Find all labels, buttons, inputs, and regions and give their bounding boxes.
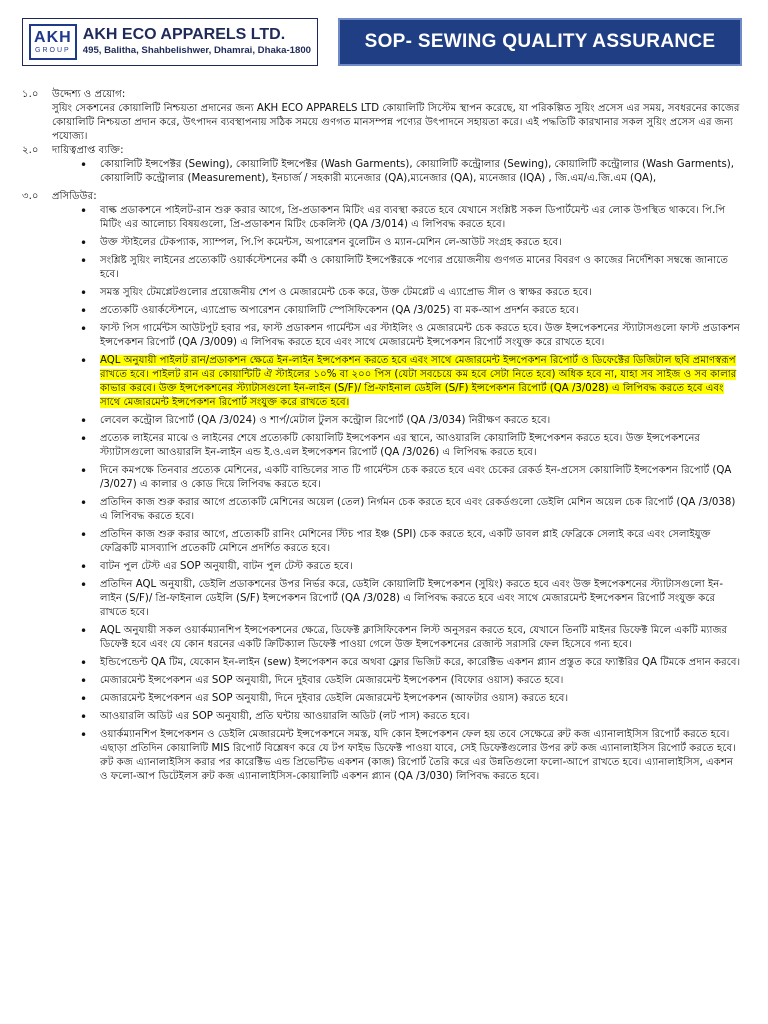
list-item: • মেজারমেন্ট ইন্সপেকশন এর SOP অনুযায়ী, দিনে দুইবার ডেইলি মেজারমেন্ট ইন্সপেকশন (বিফোর ওয়াস) করতে হবে।: [100, 674, 742, 688]
section-1-heading: [22, 88, 742, 102]
section-title: উদ্দেশ্য ও প্রয়োগ:: [52, 89, 126, 100]
list-item: • প্রত্যেক লাইনের মাঝে ও লাইনের শেষে প্রত্যেকটি কোয়ালিটি ইন্সপেকশন এর স্থানে, আওয়ারলি কোয়ালিটি ইন্সপেকশন করতে হবে। উক্ত ইন্সপেকশনের স্ট্যাটাসগুলো আওয়ারলি ইন-লাইন এন্ড ই.ও.এল ইন্সপেকশন রিপোর্ট (QA /3/026) এ লিপিবদ্ধ করতে হবে।: [100, 432, 742, 460]
list-item-highlighted: [100, 354, 742, 410]
section-title: প্রসিডিউর:: [52, 191, 97, 202]
list-item: • প্রতিদিন AQL অনুযায়ী, ডেইলি প্রডাকশনের উপর নির্ভর করে, ডেইলি কোয়ালিটি ইন্সপেকশন (সুয়িং) করতে হবে এবং উক্ত ইন্সপেকশনের স্ট্যাটাসগুলো ইন-লাইন (S/F)/ প্রি-ফাইনাল ডেইলি (S/F) ইন্সপেকশন রিপোর্ট (QA /3/028) এ লিপিবদ্ধ করতে হবে এবং সাথে মেজারমেন্ট ইন্সপেকশন রিপোর্ট সংযুক্ত করে রাখতে হবে।: [100, 578, 742, 620]
list-item: • উক্ত স্টাইলের টেকপ্যাক, স্যাম্পল, পি.পি কমেন্টস, অপারেশন বুলেটিন ও ম্যান-মেশিন লে-আউট সংগ্রহ করতে হবে।: [100, 236, 742, 250]
highlighted-text: AQL অনুযায়ী পাইলট রান/প্রডাকশন ক্ষেত্রে ইন-লাইন ইন্সপেকশন করতে হবে এবং সাথে মেজারমেন্ট ইন্সপেকশন রিপোর্ট ও ডিফেক্টের ডিজিটাল ছবি প্রমাণস্বরূপ রাখতে হবে। পাইলট রান এর কোয়ান্টিটি ঐ স্টাইলের ১০% বা ২০০ পিস (যেটা সবচেয়ে কম হবে সেটা নিতে হবে) অধিক হবে না, যাহা সব সাইজ ও সব কালার কাভার করবে। উক্ত ইন্সপেকশনের স্ট্যাটাসগুলো ইন-লাইন (S/F)/ প্রি-ফাইনাল ডেইলি (S/F) ইন্সপেকশন রিপোর্ট (QA /3/028) এ লিপিবদ্ধ করতে হবে এবং সাথে মেজারমেন্ট ইন্সপেকশন রিপোর্ট সংযুক্ত করে রাখতে হবে।: [100, 355, 737, 408]
list-item: • কোয়ালিটি ইন্সপেক্টর (Sewing), কোয়ালিটি ইন্সপেক্টর (Wash Garments), কোয়ালিটি কন্ট্রোলার (Sewing), কোয়ালিটি কন্ট্রোলার (Wash Garments), কোয়ালিটি কন্ট্রোলার (Measurement), ইনচার্জ / সহকারী ম্যনেজার (QA),ম্যনেজার (QA), ম্যনেজার (IQA) , জি.এম/এ.জি.এম (QA),: [100, 158, 742, 186]
list-item: • সংশ্লিষ্ট সুয়িং লাইনের প্রত্যেকটি ওয়ার্কস্টেশনের কর্মী ও কোয়ালিটি ইন্সপেক্টরকে পণ্যের প্রয়োজনীয় গুণগত মানের বিবরণ ও কাজের নির্দেশিকা সম্বন্ধে জানাতে হবে।: [100, 254, 742, 282]
list-item: • সমস্ত সুয়িং টেমপ্লেটগুলোর প্রয়োজনীয় শেপ ও মেজারমেন্ট চেক করে, উক্ত টেমপ্লেট এ এ্যাপ্রোভ সীল ও স্বাক্ষর করতে হবে।: [100, 286, 742, 300]
list-item: • AQL অনুযায়ী সকল ওয়ার্কম্যানশিপ ইন্সপেকশনের ক্ষেত্রে, ডিফেক্ট ক্লাসিফিকেশন লিস্ট অনুসরন করতে হবে, যেখানে তিনটি মাইনর ডিফেক্ট মিলে একটি ম্যাজর ডিফেক্ট হবে এবং যে কোন ধরনের একটি ক্রিটিক্যাল ডিফেক্ট পাওয়া গেলে উক্ত ইন্সপেকশনের রেজাল্ট সরাসরি ফেল হিসেবে গন্য হবে।: [100, 624, 742, 652]
document-header: [22, 18, 742, 66]
list-item: • ওয়ার্কম্যানশিপ ইন্সপেকশন ও ডেইলি মেজারমেন্ট ইন্সপেকশনে সমস্ত, যদি কোন ইন্সপেকশন ফেল হয় তবে সেক্ষেত্রে রুট কজ এ্যানালাইসিস রিপোর্ট করতে হবে। এছাড়া প্রতিদিন কোয়ালিটি MIS রিপোর্ট বিশ্লেষণ করে যে টপ ফাইভ ডিফেক্ট পাওয়া যাবে, সেই ডিফেক্টগুলোর উপর রুট কজ এ্যানালাইসিস রিপোর্ট করতে হবে। রুট কজ এ্যানালাইসিস করার পর কারেক্টিভ এন্ড প্রিভেন্টিভ একশন (কাজ) রিপোর্ট তৈরি করে এর উন্নতিগুলো ফলো-আপে রাখতে হবে। এ্যানালাইসিস, একশন ও ফলো-আপ ডিটেইলস রুট কজ এ্যানালাইসিস-কোয়ালিটি একশন প্ল্যান (QA /3/030) লিপিবদ্ধ করতে হবে।: [100, 728, 742, 784]
list-item: • আওয়ারলি অডিট এর SOP অনুযায়ী, প্রতি ঘন্টায় আওয়ারলি অডিট (লট পাস) করতে হবে।: [100, 710, 742, 724]
logo-subtext: GROUP: [35, 46, 71, 54]
company-block: [22, 18, 318, 66]
list-item: • প্রতিদিন কাজ শুরু করার আগে, প্রত্যেকটি রানিং মেশিনের স্টিচ পার ইঞ্চ (SPI) চেক করতে হবে, একটি ডাবল প্লাই ফেব্রিকে সেলাই করে এবং সেলাইযুক্ত ফেব্রিকটি মাসব্যাপি প্রতেকটি মেশিনে প্রদর্শিত করতে হবে।: [100, 528, 742, 556]
section-number: ১.০: [22, 89, 39, 100]
document-body: [22, 88, 742, 784]
list-item: • ফাস্ট পিস গার্মেন্টস আউটপুট হবার পর, ফাস্ট প্রডাকশন গার্মেন্টস এর স্টাইলিং ও মেজারমেন্ট চেক করতে হবে। উক্ত ইন্সপেকশনের স্ট্যাটাসগুলো ফাস্ট প্রডাকশন ইন্সপেকশন রিপোর্ট (QA /3/009) এ লিপিবদ্ধ করতে হবে এবং সাথে মেজারমেন্ট ইন্সপেকশন রিপোর্ট সংযুক্ত করে রাখতে হবে।: [100, 322, 742, 350]
list-item: • দিনে কমপক্ষে তিনবার প্রত্যেক মেশিনের, একটি বান্ডিলের সাত টি গার্মেন্টস চেক করতে হবে এবং চেকের রেকর্ড ইন-প্রসেস কোয়ালিটি ইন্সপেকশন রিপোর্ট (QA /3/027) এ কালার ও কোড দিয়ে লিপিবদ্ধ করতে হবে।: [100, 464, 742, 492]
section-number: ২.০: [22, 145, 39, 156]
section-1-text: সুয়িং সেকশনের কোয়ালিটি নিশ্চয়তা প্রদানের জন্য AKH ECO APPARELS LTD কোয়ালিটি সিস্টেম স্থাপন করেছে, যা পরিকল্পিত সুয়িং প্রসেস এর সময়, সবধরনের কাজের কোয়ালিটি নিশ্চয়তা প্রদান করে, উৎপাদন ব্যবস্থাপনায় সঠিক সময়ে গুণগত মানসম্পন্ন পণ্যের উৎপাদনে সহায়তা করে। এই পদ্ধতিটি কারখানার সকল সুয়িং প্রসেস এর জন্য পযোজ্য।: [52, 103, 740, 142]
company-address: 495, Balitha, Shahbelishwer, Dhamrai, Dhaka-1800: [82, 45, 311, 56]
company-logo: [29, 24, 77, 60]
list-item: • প্রতিদিন কাজ শুরু করার আগে প্রত্যেকটি মেশিনের অয়েল (তেল) নির্গমন চেক করতে হবে এবং রেকর্ডগুলো ডেইলি মেশিন অয়েল চেক রিপোর্ট (QA /3/038) এ লিপিবদ্ধ করতে হবে।: [100, 496, 742, 524]
section-2-list: [22, 158, 742, 186]
document-title: SOP- SEWING QUALITY ASSURANCE: [364, 31, 716, 52]
list-item: • লেবেল কন্ট্রোল রিপোর্ট (QA /3/024) ও শার্প/মেটাল টুলস কন্ট্রোল রিপোর্ট (QA /3/034) নিরীক্ষণ করতে হবে।: [100, 414, 742, 428]
list-item: • বাটন পুল টেস্ট এর SOP অনুযায়ী, বাটন পুল টেস্ট করতে হবে।: [100, 560, 742, 574]
section-3-list: [22, 204, 742, 784]
section-2-heading: [22, 144, 742, 158]
logo-text: AKH: [34, 28, 72, 46]
list-item: • মেজারমেন্ট ইন্সপেকশন এর SOP অনুযায়ী, দিনে দুইবার ডেইলি মেজারমেন্ট ইন্সপেকশন (আফটার ওয়াস) করতে হবে।: [100, 692, 742, 706]
list-item: • বাল্ক প্রডাকশনে পাইলট-রান শুরু করার আগে, প্রি-প্রডাকশন মিটিং এর ব্যবস্থা করতে হবে যেখানে সংশ্লিষ্ট সকল ডিপার্টমেন্ট এর লোক উপস্থিত থাকবে। পি.পি মিটিং এর আলোচ্য বিষয়গুলো, প্রি-প্রডাকশন মিটিং চেকলিস্ট (QA /3/014) এ লিপিবদ্ধ করতে হবে।: [100, 204, 742, 232]
company-name: AKH ECO APPARELS LTD.: [82, 26, 286, 43]
section-number: ৩.০: [22, 191, 39, 202]
list-item: • প্রত্যেকটি ওয়ার্কস্টেশনে, এ্যাপ্রোভ অপারেশন কোয়ালিটি স্পেসিফিকেশন (QA /3/025) বা মক-আপ প্রদর্শন করতে হবে।: [100, 304, 742, 318]
company-info: [83, 26, 311, 58]
section-title: দায়িত্বপ্রাপ্ত ব্যক্তি:: [52, 145, 124, 156]
section-3-heading: [22, 190, 742, 204]
list-item: • ইন্ডিপেন্ডেন্ট QA টিম, যেকোন ইন-লাইন (sew) ইন্সপেকশন করে অথবা ফ্লোর ভিজিট করে, কারেক্টিভ একশন প্ল্যান প্রস্তুত করে ফ্যাক্টরির QA টিমকে প্রদান করবে।: [100, 656, 742, 670]
title-banner: [338, 18, 742, 66]
